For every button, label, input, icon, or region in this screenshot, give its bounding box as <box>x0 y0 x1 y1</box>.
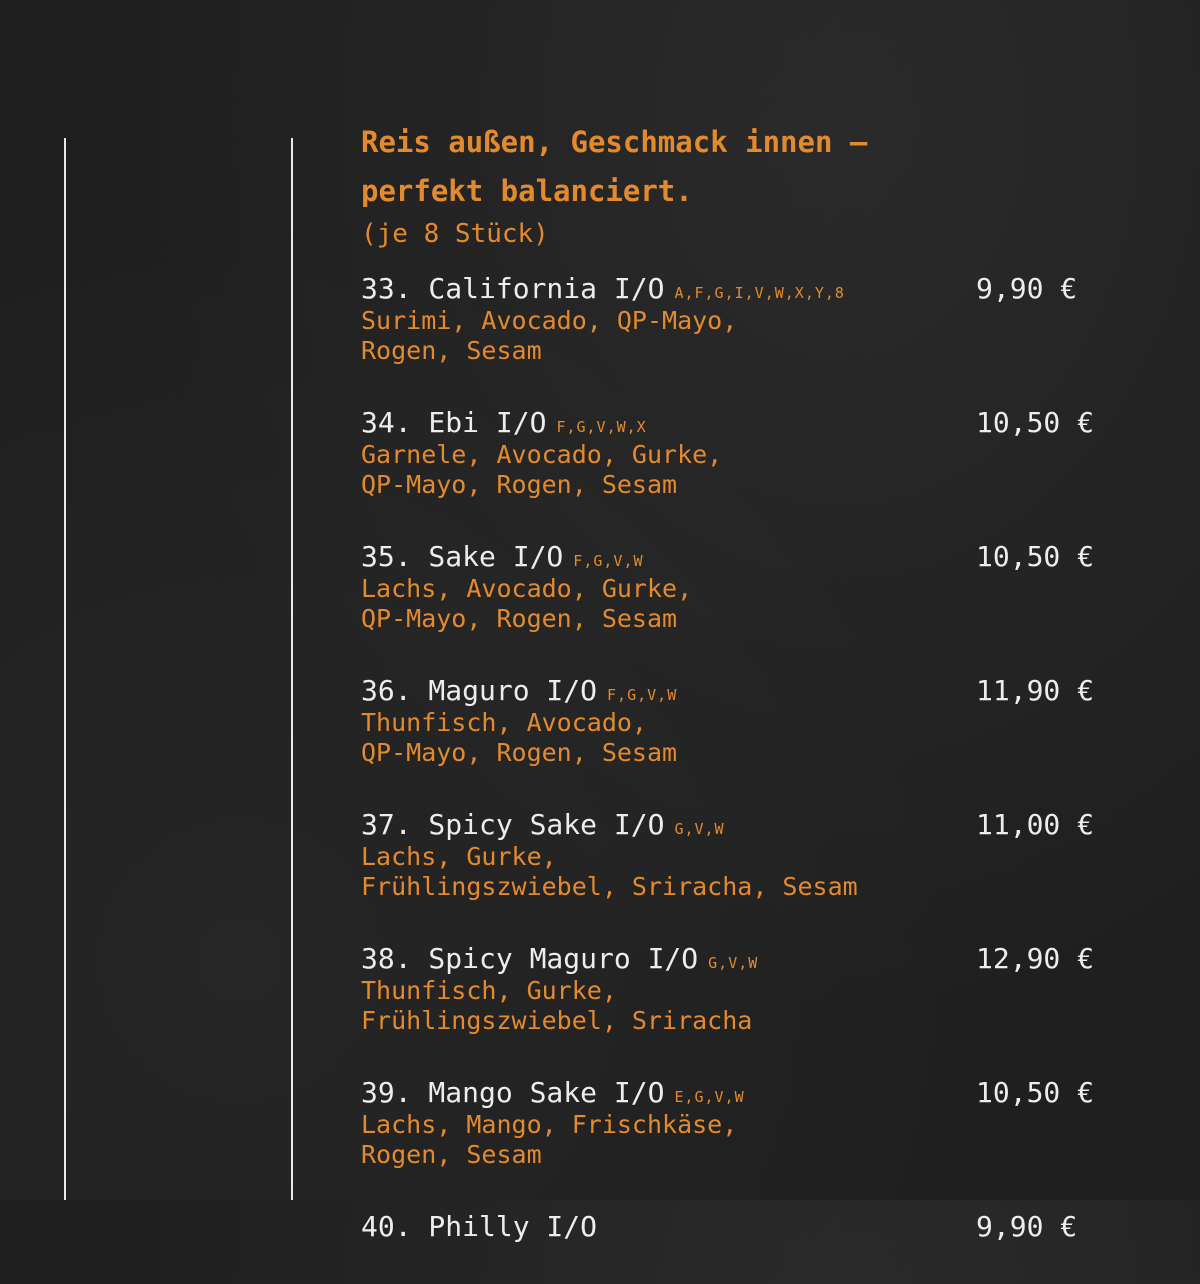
item-allergens: G,V,W <box>674 820 725 838</box>
menu-item <box>361 674 1121 768</box>
item-name: 33. California I/O <box>361 272 665 305</box>
item-name: 40. Philly I/O <box>361 1210 598 1243</box>
item-name: 34. Ebi I/O <box>361 406 547 439</box>
section-title-frame <box>68 138 288 1200</box>
description-line: Frühlingszwiebel, Sriracha, Sesam <box>361 872 858 901</box>
item-name: 37. Spicy Sake I/O <box>361 808 665 841</box>
menu-item <box>361 540 1121 634</box>
item-allergens: F,G,V,W <box>607 686 678 704</box>
menu-item <box>361 942 1121 1036</box>
item-description <box>361 1110 1121 1170</box>
menu-item <box>361 272 1121 366</box>
item-price: 10,50 € <box>976 540 1095 573</box>
item-description <box>361 976 1121 1036</box>
menu-item <box>361 808 1121 902</box>
description-line: Garnele, Avocado, Gurke, <box>361 440 723 469</box>
description-line: Surimi, Avocado, QP-Mayo, <box>361 306 738 335</box>
item-description <box>361 708 1121 768</box>
description-line: Frühlingszwiebel, Sriracha <box>361 1006 753 1035</box>
item-name: 39. Mango Sake I/O <box>361 1076 665 1109</box>
right-vertical-rule <box>291 138 293 1200</box>
intro-line-2: perfekt balanciert. <box>361 174 693 208</box>
item-allergens: G,V,W <box>708 954 759 972</box>
description-line: QP-Mayo, Rogen, Sesam <box>361 470 678 499</box>
description-line: Rogen, Sesam <box>361 336 542 365</box>
menu-item <box>361 1076 1121 1170</box>
item-description <box>361 574 1121 634</box>
description-line: QP-Mayo, Rogen, Sesam <box>361 604 678 633</box>
item-allergens: E,G,V,W <box>674 1088 745 1106</box>
intro-text <box>361 118 1121 216</box>
description-line: Lachs, Gurke, <box>361 842 557 871</box>
menu-item <box>361 1210 1121 1244</box>
portion-note: (je 8 Stück) <box>361 219 549 249</box>
menu-item <box>361 406 1121 500</box>
item-price: 9,90 € <box>976 272 1078 305</box>
item-price: 11,90 € <box>976 674 1095 707</box>
description-line: Lachs, Avocado, Gurke, <box>361 574 693 603</box>
item-allergens: A,F,G,I,V,W,X,Y,8 <box>674 284 845 302</box>
description-line: Lachs, Mango, Frischkäse, <box>361 1110 738 1139</box>
item-price: 12,90 € <box>976 942 1095 975</box>
description-line: Thunfisch, Avocado, <box>361 708 647 737</box>
item-price: 9,90 € <box>976 1210 1078 1243</box>
intro-line-1: Reis außen, Geschmack innen – <box>361 125 868 159</box>
menu-content <box>361 118 1121 1284</box>
item-name: 38. Spicy Maguro I/O <box>361 942 699 975</box>
item-description <box>361 306 1121 366</box>
item-name: 36. Maguro I/O <box>361 674 598 707</box>
item-price: 10,50 € <box>976 1076 1095 1109</box>
item-allergens: F,G,V,W,X <box>556 418 647 436</box>
left-vertical-rule <box>64 138 66 1200</box>
item-allergens: F,G,V,W <box>573 552 644 570</box>
item-name: 35. Sake I/O <box>361 540 564 573</box>
item-description <box>361 842 1121 902</box>
description-line: Rogen, Sesam <box>361 1140 542 1169</box>
description-line: Thunfisch, Gurke, <box>361 976 617 1005</box>
item-price: 11,00 € <box>976 808 1095 841</box>
description-line: QP-Mayo, Rogen, Sesam <box>361 738 678 767</box>
item-description <box>361 440 1121 500</box>
item-price: 10,50 € <box>976 406 1095 439</box>
